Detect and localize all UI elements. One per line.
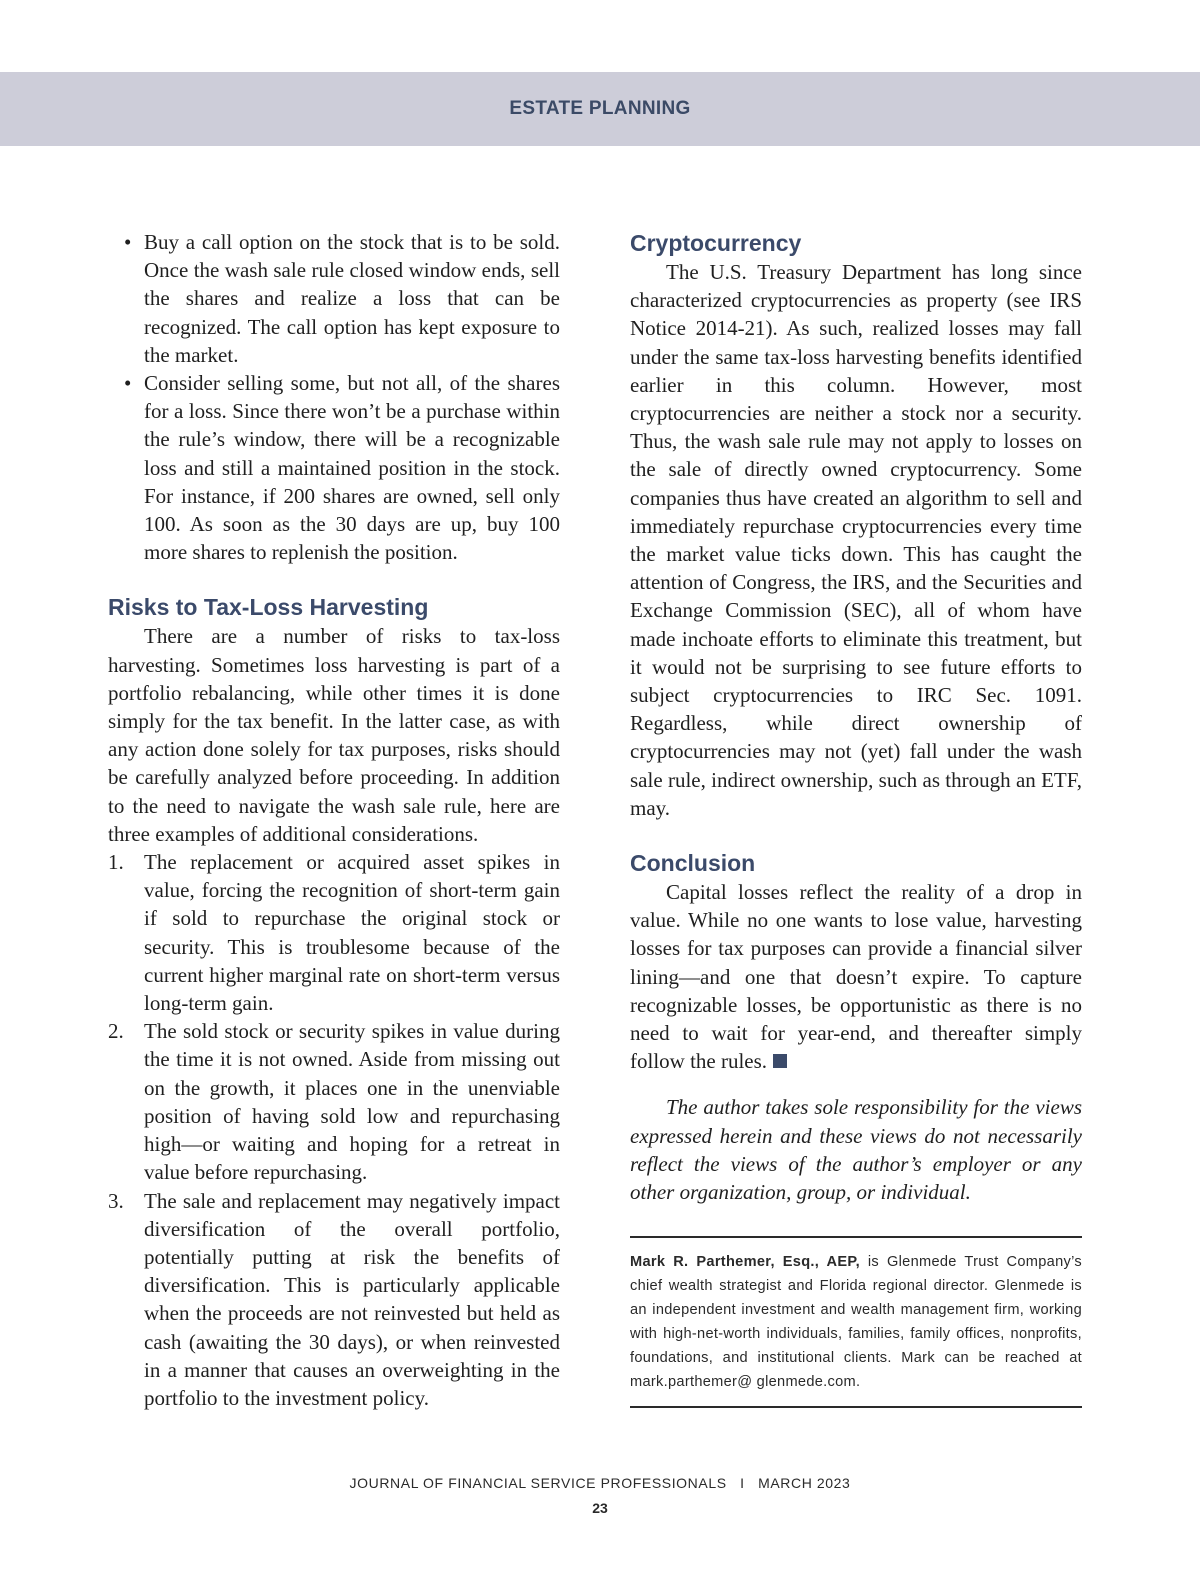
bullet-text: Consider selling some, but not all, of the shares for a loss. Since there won’t be a purchase within the rule’s window, there will be a recognizable loss and still a maintained position in the stock. For instance, if 200 shares are owned, sell only 100. As soon as the 30 days are up, buy 100 more shares to replenish the position.: [144, 371, 560, 565]
list-item-text: The replacement or acquired asset spikes in value, forcing the recognition of short-term gain if sold to repurchase the original stock or security. This is troublesome because of the current higher marginal rate on short-term versus long-term gain.: [144, 850, 560, 1016]
list-number: 3.: [108, 1188, 124, 1213]
list-number: 1.: [108, 850, 124, 875]
author-name: Mark R. Parthemer, Esq., AEP,: [630, 1254, 860, 1271]
list-item-text: The sale and replacement may negatively impact diversification of the overall portfolio, potentially putting at risk the benefits of diversification. This is particularly applicable when the proceeds are not reinvested but held as cash (awaiting the 30 days), or when reinvested in a manner that causes an overweighting in the portfolio to the investment policy.: [144, 1188, 560, 1410]
author-bio-text: is Glenmede Trust Company’s chief wealth strategist and Florida regional director. Glenmede is an independent investment and wealth management firm, working with high-net-worth individuals, families, family offices, nonprofits, foundations, and institutional clients. Mark can be reached at mark.parthemer@ glenmede.com.: [630, 1254, 1082, 1391]
journal-footer: [0, 1475, 1200, 1491]
list-item: [108, 1017, 560, 1186]
risks-intro-paragraph: There are a number of risks to tax-loss harvesting. Sometimes loss harvesting is part of a portfolio rebalancing, while other times it is done simply for the tax benefit. In the latter case, as with any action done solely for tax purposes, risks should be carefully analyzed before proceeding. In addition to the need to navigate the wash sale rule, here are three examples of additional considerations.: [108, 624, 560, 846]
section-label: ESTATE PLANNING: [509, 98, 691, 119]
bullet-marker: •: [124, 371, 132, 396]
author-bio: [630, 1250, 1082, 1394]
list-item: [108, 1187, 560, 1413]
list-item: [108, 369, 560, 566]
cryptocurrency-paragraph: The U.S. Treasury Department has long since characterized cryptocurrencies as property (see IRS Notice 2014-21). As such, realized losses may fall under the same tax-loss harvesting benefits identified earlier in this column. However, most cryptocurrencies are neither a stock nor a security. Thus, the wash sale rule may not apply to losses on the sale of directly owned cryptocurrency. Some companies thus have created an algorithm to sell and immediately repurchase cryptocurrencies every time the market value ticks down. This has caught the attention of Congress, the IRS, and the Securities and Exchange Commission (SEC), all of whom have made inchoate efforts to eliminate this treatment, but it would not be surprising to see future efforts to subject cryptocurrencies to IRC Sec. 1091. Regardless, while direct ownership of cryptocurrencies may not (yet) fall under the wash sale rule, indirect ownership, such as through an ETF, may.: [630, 260, 1082, 820]
risks-heading: Risks to Tax-Loss Harvesting: [108, 594, 429, 621]
conclusion-text: Capital losses reflect the reality of a drop in value. While no one wants to lose value, harvesting losses for tax purposes can provide a financial silver lining—and one that doesn’t expire. To capture recognizable losses, be opportunistic as there is no need to wait for year-end, and thereafter simply follow the rules.: [630, 880, 1082, 1074]
cryptocurrency-heading: Cryptocurrency: [630, 230, 802, 256]
page-number: 23: [592, 1500, 608, 1516]
bio-bottom-rule: [630, 1406, 1082, 1408]
list-number: 2.: [108, 1019, 124, 1044]
section-header-band: [0, 72, 1200, 146]
bullet-marker: •: [124, 230, 132, 254]
right-column: [630, 228, 1082, 1408]
strategy-bullet-list: [108, 228, 560, 566]
list-item: [108, 228, 560, 369]
conclusion-heading: Conclusion: [630, 850, 756, 877]
left-column: [108, 228, 560, 1412]
risks-numbered-list: [108, 848, 560, 1412]
bullet-text: Buy a call option on the stock that is to be sold. Once the wash sale rule closed window ends, sell the shares and realize a loss that can be recognized. The call option has kept exposure to the market.: [144, 230, 560, 367]
list-item-text: The sold stock or security spikes in value during the time it is not owned. Aside from missing out on the growth, it places one in the unenviable position of having sold low and repurchasing high—or waiting and hoping for a retreat in value before repurchasing.: [144, 1019, 560, 1185]
list-item: [108, 848, 560, 1017]
conclusion-paragraph: [630, 878, 1082, 1075]
disclaimer-note: The author takes sole responsibility for the views expressed herein and these views do not necessarily reflect the views of the author’s employer or any other organization, group, or individual.: [630, 1095, 1082, 1205]
journal-footer-text: JOURNAL OF FINANCIAL SERVICE PROFESSIONALS I MARCH 2023: [349, 1475, 851, 1491]
end-of-article-square-icon: [773, 1054, 787, 1068]
